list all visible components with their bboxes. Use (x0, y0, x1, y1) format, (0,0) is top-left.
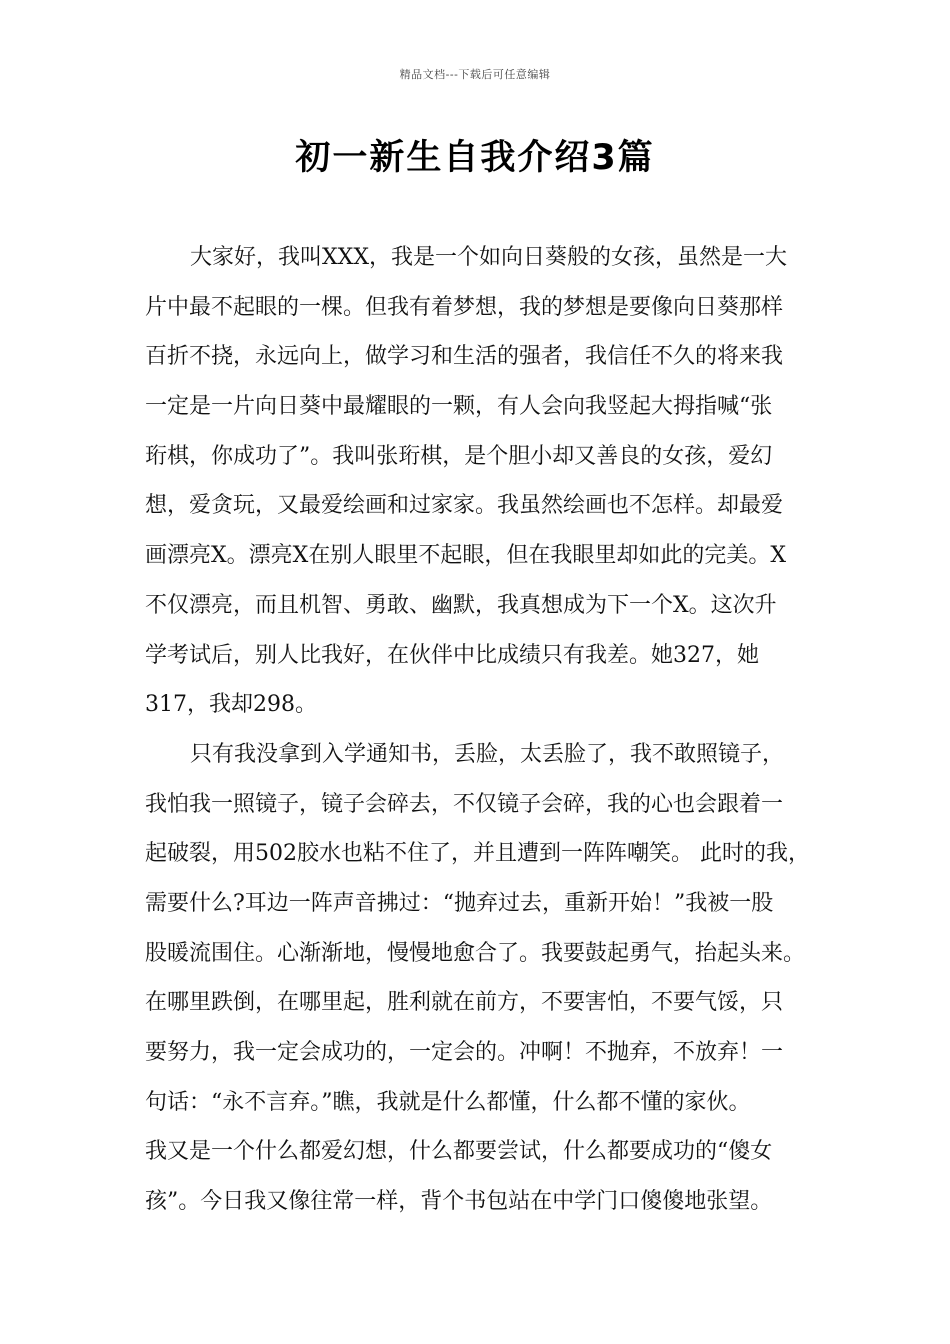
paragraph-line: 珩棋，你成功了”。我叫张珩棋，是个胆小却又善良的女孩，爱幻 (145, 443, 773, 469)
paragraph-line: 只有我没拿到入学通知书，丢脸，太丢脸了，我不敢照镜子， (190, 741, 785, 767)
paragraph-line: 句话：“永不言弃。”瞧，我就是什么都懂，什么都不懂的家伙。 (145, 1089, 751, 1115)
paragraph-line: 学考试后，别人比我好，在伙伴中比成绩只有我差。她327，她 (145, 642, 759, 668)
paragraph-1 (145, 233, 825, 730)
paragraph-line: 画漂亮X。漂亮X在别人眼里不起眼，但在我眼里却如此的完美。X (145, 543, 786, 569)
paragraph-line: 需要什么?耳边一阵声音拂过：“抛弃过去，重新开始！”我被一股 (145, 890, 774, 916)
paragraph-line: 百折不挠，永远向上，做学习和生活的强者，我信任不久的将来我 (145, 344, 784, 370)
paragraph-line: 317，我却298。 (145, 692, 317, 718)
paragraph-line: 孩”。今日我又像往常一样，背个书包站在中学门口傻傻地张望。 (145, 1189, 773, 1215)
paragraph-line: 在哪里跌倒，在哪里起，胜利就在前方，不要害怕，不要气馁，只 (145, 990, 784, 1016)
header-note: 精品文档---下载后可任意编辑 (399, 68, 551, 81)
document-title: 初一新生自我介绍3篇 (295, 138, 655, 178)
document-body (145, 233, 825, 1227)
paragraph-line: 要努力，我一定会成功的，一定会的。冲啊！不抛弃，不放弃！一 (145, 1040, 784, 1065)
paragraph-line: 我又是一个什么都爱幻想，什么都要尝试，什么都要成功的“傻女 (145, 1139, 773, 1165)
paragraph-2 (145, 730, 825, 1227)
paragraph-line: 起破裂，用502胶水也粘不住了，并且遭到一阵阵嘲笑。 此时的我， (145, 841, 810, 867)
paragraph-line: 大家好，我叫XXX，我是一个如向日葵般的女孩，虽然是一大 (190, 245, 787, 270)
paragraph-line: 股暖流围住。心渐渐地，慢慢地愈合了。我要鼓起勇气，抬起头来。 (145, 940, 806, 966)
paragraph-line: 一定是一片向日葵中最耀眼的一颗，有人会向我竖起大拇指喊“张 (145, 394, 773, 420)
paragraph-line: 片中最不起眼的一棵。但我有着梦想，我的梦想是要像向日葵那样 (145, 294, 784, 320)
paragraph-line: 想，爱贪玩，又最爱绘画和过家家。我虽然绘画也不怎样。却最爱 (145, 493, 784, 519)
paragraph-line: 不仅漂亮，而且机智、勇敢、幽默，我真想成为下一个X。这次升 (145, 592, 777, 618)
paragraph-line: 我怕我一照镜子，镜子会碎去，不仅镜子会碎，我的心也会跟着一 (145, 791, 784, 817)
